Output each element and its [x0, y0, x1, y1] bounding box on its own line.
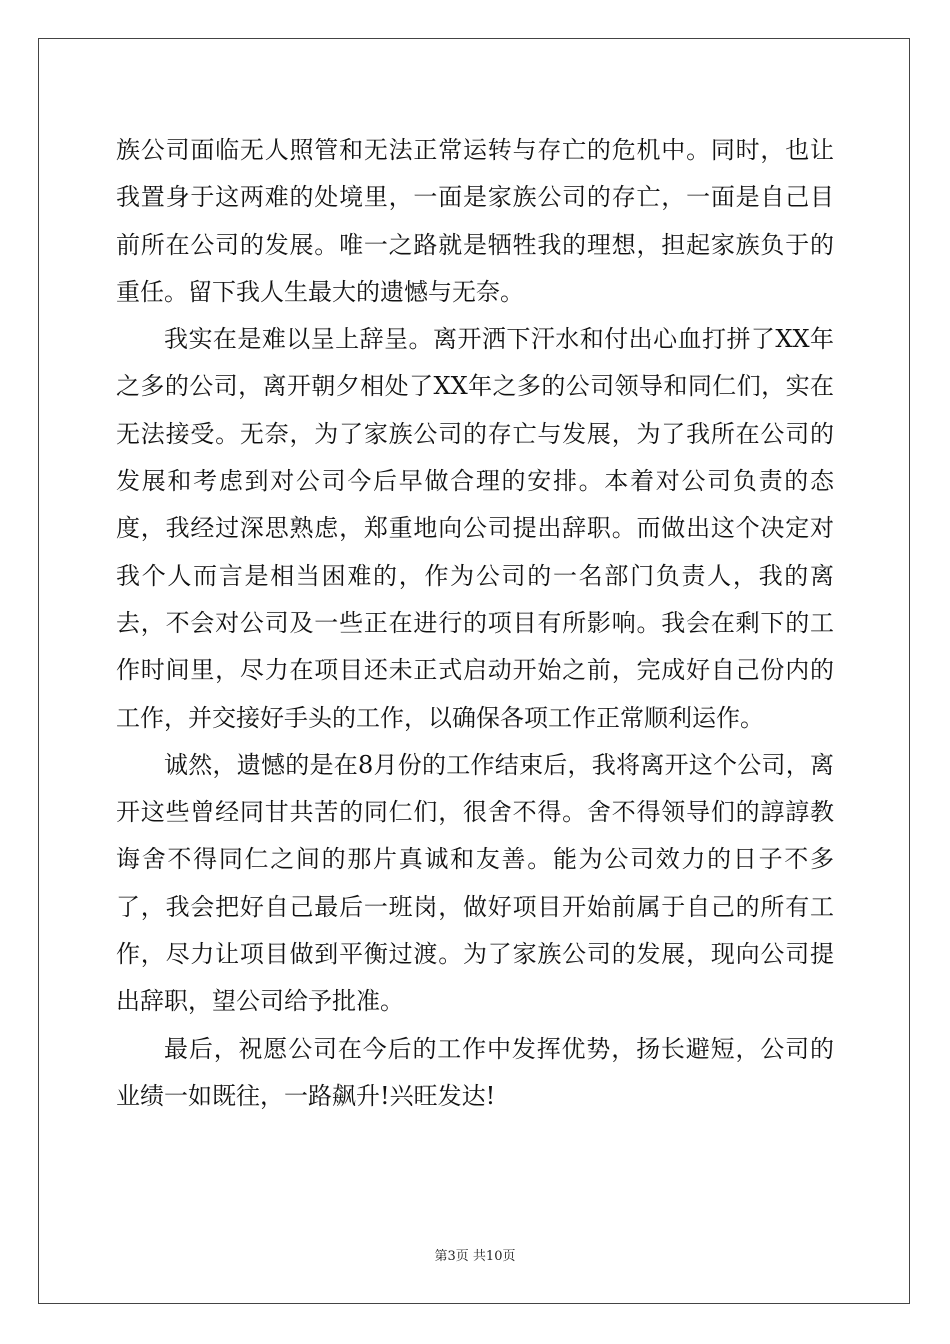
- document-body: [116, 127, 834, 1120]
- paragraph-2: 我实在是难以呈上辞呈。离开洒下汗水和付出心血打拼了XX年之多的公司，离开朝夕相处了XX年之多的公司领导和同仁们，实在无法接受。无奈，为了家族公司的存亡与发展，为了我所在公司的发展和考虑到对公司今后早做合理的安排。本着对公司负责的态度，我经过深思熟虑，郑重地向公司提出辞职。而做出这个决定对我个人而言是相当困难的，作为公司的一名部门负责人，我的离去，不会对公司及一些正在进行的项目有所影响。我会在剩下的工作时间里，尽力在项目还未正式启动开始之前，完成好自己份内的工作，并交接好手头的工作，以确保各项工作正常顺利运作。: [116, 325, 834, 732]
- paragraph-4: 最后，祝愿公司在今后的工作中发挥优势，扬长避短，公司的业绩一如既往，一路飙升!兴旺发达!: [116, 1034, 834, 1110]
- page-number: 第3页 共10页: [434, 1249, 516, 1264]
- paragraph-1: 族公司面临无人照管和无法正常运转与存亡的危机中。同时，也让我置身于这两难的处境里，一面是家族公司的存亡，一面是自己目前所在公司的发展。唯一之路就是牺牲我的理想，担起家族负于的重任。留下我人生最大的遗憾与无奈。: [116, 136, 834, 306]
- paragraph-3: 诚然，遗憾的是在8月份的工作结束后，我将离开这个公司，离开这些曾经同甘共苦的同仁们，很舍不得。舍不得领导们的諄諄教诲舍不得同仁之间的那片真诚和友善。能为公司效力的日子不多了，我会把好自己最后一班岗，做好项目开始前属于自己的所有工作，尽力让项目做到平衡过渡。为了家族公司的发展，现向公司提出辞职，望公司给予批准。: [116, 750, 834, 1016]
